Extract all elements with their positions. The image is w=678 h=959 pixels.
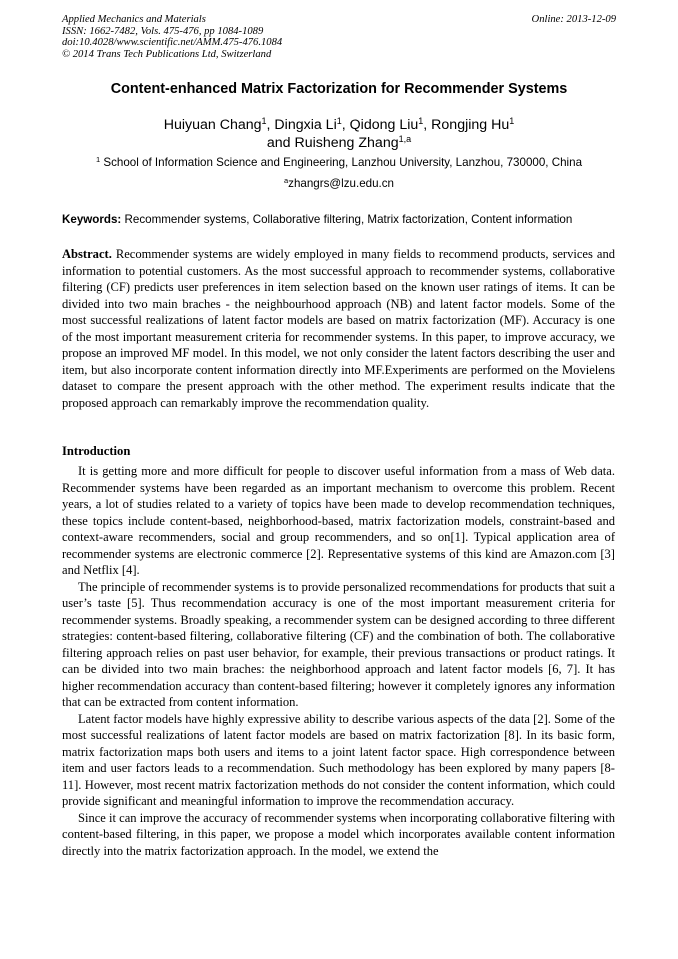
author-name: , Dingxia Li	[266, 117, 337, 133]
issn-line: ISSN: 1662-7482, Vols. 475-476, pp 1084-1089	[62, 25, 264, 37]
abstract	[62, 246, 615, 411]
author-line-1	[0, 116, 678, 134]
journal-name: Applied Mechanics and Materials	[62, 14, 206, 25]
author-sup: 1,a	[398, 134, 412, 144]
affiliation-sup: 1	[95, 155, 101, 164]
paper-title: Content-enhanced Matrix Factorization for Recommender Systems	[110, 81, 568, 97]
introduction-body	[62, 463, 615, 859]
doi-line: doi:10.4028/www.scientific.net/AMM.475-476.1084	[62, 37, 283, 48]
author-name: , Rongjing Hu	[423, 117, 510, 133]
copyright-line: © 2014 Trans Tech Publications Ltd, Switzerland	[62, 48, 272, 60]
paragraph: Since it can improve the accuracy of recommender systems when incorporating collaborative filtering with content-based filtering, in this paper, we propose a model which incorporates available content information directly into the matrix factorization approach. In the model, we extend the	[62, 810, 615, 858]
author-name: Huiyuan Chang	[163, 117, 262, 133]
keywords-label: Keywords:	[62, 213, 122, 226]
abstract-label: Abstract.	[62, 247, 112, 261]
affiliation	[0, 156, 678, 170]
email-sup: a	[283, 176, 289, 185]
author-sup: 1	[261, 116, 267, 126]
journal-header	[62, 14, 282, 60]
keywords-text: Recommender systems, Collaborative filtering, Matrix factorization, Content information	[121, 213, 573, 226]
affiliation-text: School of Information Science and Engineering, Lanzhou University, Lanzhou, 730000, China	[100, 156, 583, 169]
section-heading-introduction: Introduction	[62, 444, 131, 458]
author-name: and Ruisheng Zhang	[266, 135, 399, 151]
author-email	[0, 177, 678, 191]
author-sup: 1	[336, 116, 342, 126]
online-date: Online: 2013-12-09	[531, 14, 616, 25]
paragraph: It is getting more and more difficult for people to discover useful information from a mass of Web data. Recommender systems have been regarded as an important mechanism to overcome this problem. Recent years, a lot of studies related to a variety of topics have been made to develop recommendation techniques, these topics include content-based, neighborhood-based, matrix factorization models, constraint-based and context-aware recommenders, social and group recommenders, and so on[1]. Typical application area of recommender systems are electronic commerce [2]. Representative systems of this kind are Amazon.com [3] and Netflix [4].	[62, 464, 615, 577]
author-sup: 1	[509, 116, 515, 126]
keywords	[62, 212, 620, 227]
paragraph: The principle of recommender systems is to provide personalized recommendations for products that suit a user’s taste [5]. Thus recommendation accuracy is one of the most important measurement criteria for recommender systems. Broadly speaking, a recommender system can be designed according to three different strategies: content-based filtering, collaborative filtering (CF) and the combination of both. The collaborative filtering approach relies on past user behavior, for example, their previous transactions or product ratings. It can be divided into two main braches: the neighborhood approach and latent factor models [6, 7]. It has higher recommendation accuracy than content-based filtering; however it completely ignores any information that can be extracted from content information.	[62, 579, 615, 709]
author-line-2	[0, 134, 678, 152]
author-sup: 1	[418, 116, 424, 126]
author-list	[0, 116, 678, 152]
paragraph: Latent factor models have highly expressive ability to describe various aspects of the data [2]. Some of the most successful realizations of latent factor models are based on matrix factorization [8]. In its basic form, matrix factorization maps both users and items to a joint latent factor space. High correspondence between item and user factors leads to a recommendation. Such methodology has been explored by many papers [8-11]. However, most recent matrix factorization methods do not consider the content information, which could provide significant and meaningful information to improve the recommendation accuracy.	[62, 711, 615, 808]
author-name: , Qidong Liu	[341, 117, 419, 133]
abstract-text: Recommender systems are widely employed in many fields to recommend products, services and information to potential customers. As the most successful approach to recommender systems, collaborative filtering (CF) predicts user preferences in item selection based on the known user ratings of items. It can be divided into two main braches - the neighbourhood approach (NB) and latent factor models. Some of the most successful realizations of latent factor models are based on matrix factorization (MF). Accuracy is one of the most important measurement criteria for recommender systems. In this paper, to improve accuracy, we propose an improved MF model. In this model, we not only consider the latent factors describing the user and item, but also incorporate content information directly into MF.Experiments are performed on the Movielens dataset to compare the present approach with the other method. The experiment results indicate that the proposed approach can remarkably improve the recommendation quality.	[62, 247, 615, 410]
email-address: zhangrs@lzu.edu.cn	[288, 177, 395, 190]
